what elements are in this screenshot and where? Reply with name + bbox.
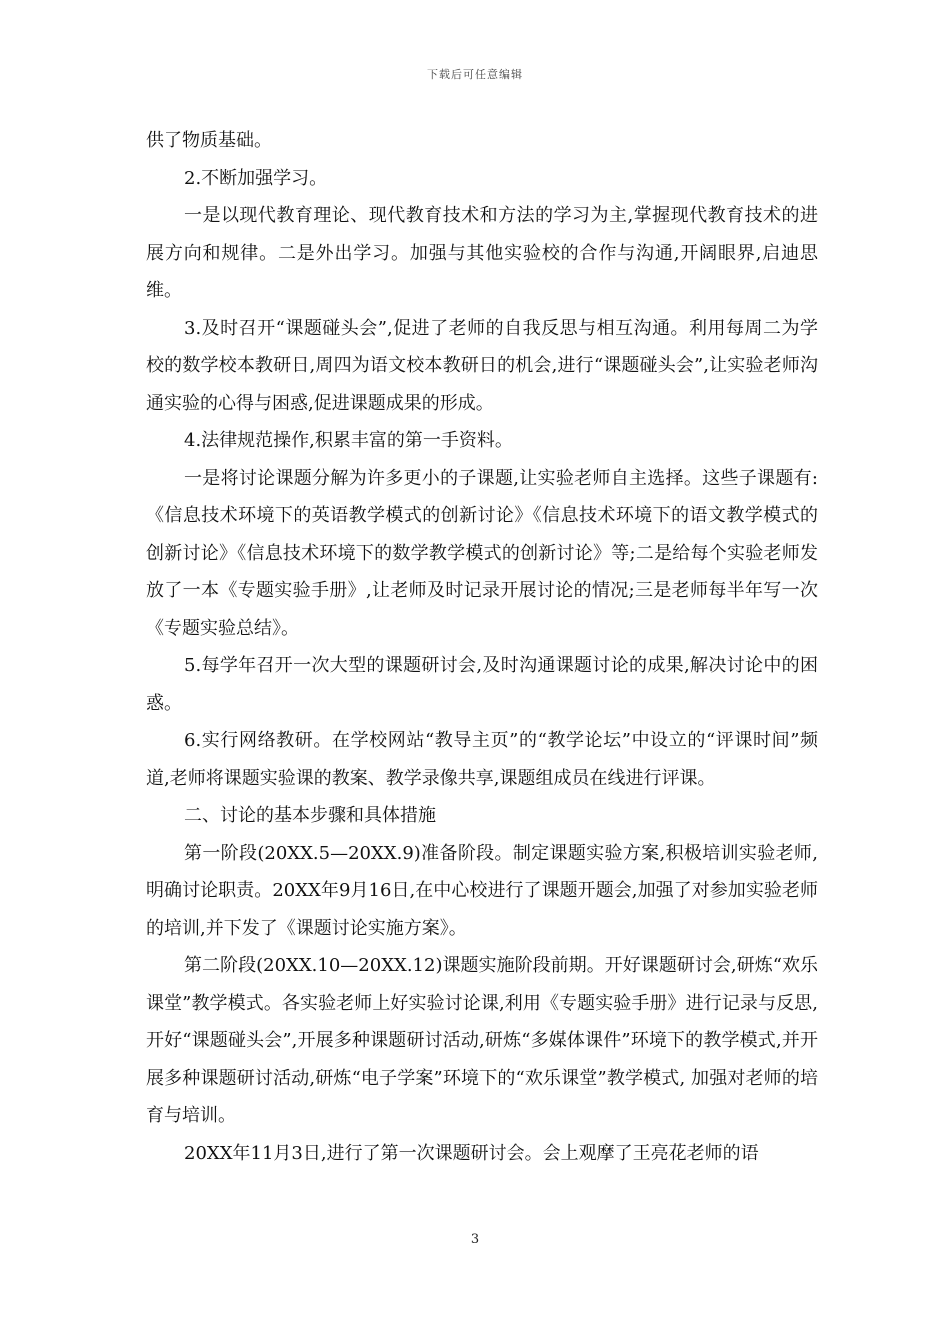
paragraph: 第二阶段(20XX.10—20XX.12)课题实施阶段前期。开好课题研讨会,研炼“欢乐课堂”教学模式。各实验老师上好实验讨论课,利用《专题实验手册》进行记录与反思,开好“课题碰头会”,开展多种课题研讨活动,研炼“多媒体课件”环境下的教学模式,并开展多种课题研讨活动,研炼“电子学案”环境下的“欢乐课堂”教学模式, 加强对老师的培育与培训。 [146, 955, 818, 1126]
paragraph: 4.法律规范操作,积累丰富的第一手资料。 [184, 430, 513, 451]
paragraph: 一是以现代教育理论、现代教育技术和方法的学习为主,掌握现代教育技术的进展方向和规律。二是外出学习。加强与其他实验校的合作与沟通,开阔眼界,启迪思维。 [146, 205, 818, 301]
paragraph: 2.不断加强学习。 [184, 167, 328, 189]
paragraph: 20XX年11月3日,进行了第一次课题研讨会。会上观摩了王亮花老师的语 [184, 1142, 759, 1164]
document-body [146, 122, 818, 1172]
paragraph: 3.及时召开“课题碰头会”,促进了老师的自我反思与相互沟通。利用每周二为学校的数学校本教研日,周四为语文校本教研日的机会,进行“课题碰头会”,让实验老师沟通实验的心得与困惑,促进课题成果的形成。 [146, 317, 818, 414]
paragraph: 供了物质基础。 [146, 130, 272, 151]
page-header: 下载后可任意编辑 [427, 68, 523, 81]
section-heading: 二、讨论的基本步骤和具体措施 [184, 805, 436, 826]
paragraph: 5.每学年召开一次大型的课题研讨会,及时沟通课题讨论的成果,解决讨论中的困惑。 [146, 655, 818, 714]
paragraph: 一是将讨论课题分解为许多更小的子课题,让实验老师自主选择。这些子课题有:《信息技术环境下的英语教学模式的创新讨论》《信息技术环境下的语文教学模式的创新讨论》《信息技术环境下的数学教学模式的创新讨论》等;二是给每个实验老师发放了一本《专题实验手册》,让老师及时记录开展讨论的情况;三是老师每半年写一次《专题实验总结》。 [146, 467, 818, 639]
paragraph: 第一阶段(20XX.5—20XX.9)准备阶段。制定课题实验方案,积极培训实验老师,明确讨论职责。20XX年9月16日,在中心校进行了课题开题会,加强了对参加实验老师的培训,并下发了《课题讨论实施方案》。 [146, 842, 818, 939]
paragraph: 6.实行网络教研。在学校网站“教导主页”的“教学论坛”中设立的“评课时间”频道,老师将课题实验课的教案、教学录像共享,课题组成员在线进行评课。 [146, 730, 818, 789]
page-number: 3 [470, 1232, 480, 1247]
